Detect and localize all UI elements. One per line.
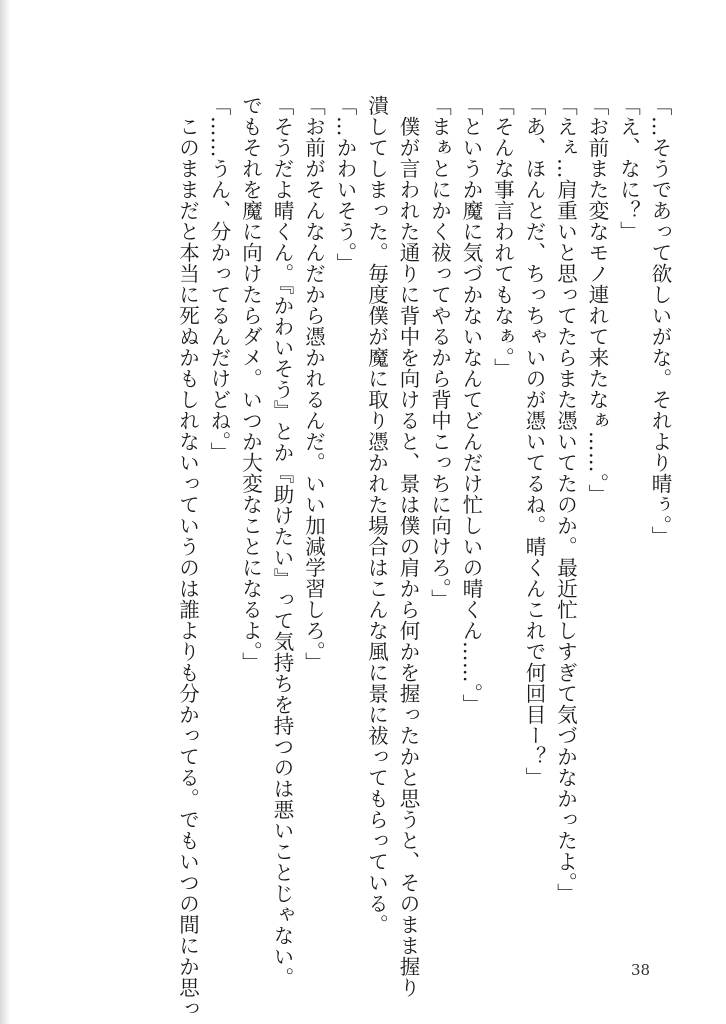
page-number: 38 xyxy=(631,961,651,979)
text-line: 「あ、ほんとだ、ちっちゃいのが憑いてるね。晴くんこれで何回目ー？」 xyxy=(522,95,546,788)
text-line: 「お前また変なモノ連れて来たなぁ……。」 xyxy=(585,95,609,505)
text-line: 「…そうであって欲しいがな。それより晴ぅ。」 xyxy=(648,95,672,547)
text-line: このままだと本当に死ぬかもしれないっていうのは誰よりも分かってる。でもいつの間にか思っ xyxy=(175,95,200,1019)
text-line: 「え、なに？」 xyxy=(616,95,641,242)
text-line: 「というか魔に気づかないなんてどんだけ忙しいの晴くん……。」 xyxy=(459,95,483,715)
text-line: でもそれを魔に向けたらダメ。いつか大変なことになるよ。」 xyxy=(238,95,263,673)
page-binding-shadow xyxy=(0,0,10,1024)
text-line: 僕が言われた通りに背中を向けると、景は僕の肩から何かを握ったかと思うと、そのまま握り xyxy=(396,95,420,998)
text-line: 「お前がそんなんだから憑かれるんだ。いい加減学習しろ。」 xyxy=(301,95,326,673)
text-line: 「……うん、分かってるんだけどね。」 xyxy=(207,95,231,463)
text-line: 「えぇ…肩重いと思ってたらまた憑いてたのか。最近忙しすぎて気づかなかったよ。」 xyxy=(553,95,578,904)
text-line: 「そうだよ晴くん。『かわいそう』とか『助けたい』って気持ちを持つのは悪いことじゃない。 xyxy=(270,95,294,988)
text-line: 「…かわいそう。」 xyxy=(333,95,357,274)
text-line: 潰してしまった。毎度僕が魔に取り憑かれた場合はこんな風に景に祓ってもらっている。 xyxy=(364,95,389,935)
text-line: 「まぁとにかく祓ってやるから背中こっちに向けろ。」 xyxy=(427,95,452,610)
text-line: 「そんな事言われてもなぁ。」 xyxy=(490,95,515,379)
